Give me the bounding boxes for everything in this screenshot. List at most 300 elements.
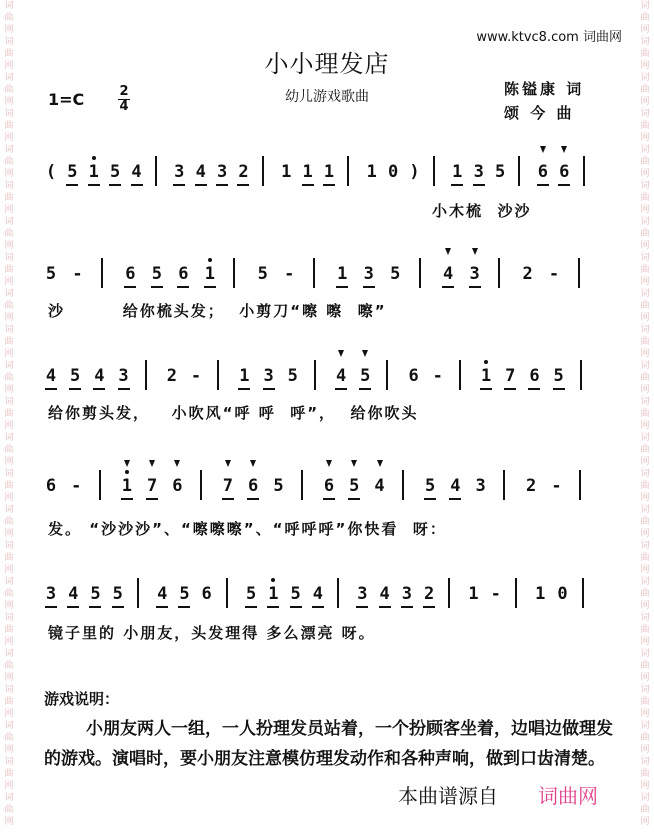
watermark-char: 词 xyxy=(4,145,14,155)
watermark-char: 曲 xyxy=(640,373,650,383)
watermark-char: 词 xyxy=(640,649,650,659)
watermark-char: 网 xyxy=(640,277,650,287)
watermark-char: 词 xyxy=(640,1,650,11)
watermark-char: 网 xyxy=(640,169,650,179)
watermark-char: 曲 xyxy=(4,409,14,419)
watermark-char: 网 xyxy=(640,709,650,719)
accent-mark xyxy=(540,146,546,153)
notation-symbol: 4 xyxy=(68,584,79,604)
notation-symbol: 0 xyxy=(388,162,399,182)
notation-line-4 xyxy=(0,470,654,510)
watermark-char: 曲 xyxy=(640,13,650,23)
meter-bottom: 4 xyxy=(119,99,129,114)
watermark-char: 网 xyxy=(4,601,14,611)
notation-symbol: 1 xyxy=(452,162,463,182)
watermark-char: 词 xyxy=(4,397,14,407)
game-heading: 游戏说明： xyxy=(44,690,120,708)
barline xyxy=(262,156,264,186)
notation-symbol: 3 xyxy=(401,584,412,604)
notation-symbol: 3 xyxy=(357,584,368,604)
notation-line-3 xyxy=(0,360,654,400)
watermark-char: 曲 xyxy=(4,769,14,779)
watermark-char: 曲 xyxy=(4,805,14,815)
notation-symbol: 4 xyxy=(45,366,57,386)
notation-line-2 xyxy=(0,258,654,298)
lyric-line-4: 发。 “沙沙沙”、“嚓嚓嚓”、“呼呼呼”你快看 呀： xyxy=(48,520,447,538)
watermark-char: 曲 xyxy=(640,85,650,95)
notation-symbol: 6 xyxy=(178,264,189,284)
watermark-char: 网 xyxy=(4,169,14,179)
notation-symbol: 1 xyxy=(468,584,479,604)
notation-symbol: ) xyxy=(409,162,420,182)
notation-symbol: 7 xyxy=(505,366,516,386)
watermark-char: 词 xyxy=(640,469,650,479)
notation-symbol: 5 xyxy=(424,476,436,496)
barline xyxy=(498,258,500,288)
watermark-char: 曲 xyxy=(4,373,14,383)
notation-symbol: 2 xyxy=(166,366,177,386)
notation-symbol: 5 xyxy=(494,162,506,182)
barline xyxy=(518,156,520,186)
watermark-char: 网 xyxy=(640,817,650,827)
watermark-char: 曲 xyxy=(4,553,14,563)
notation-symbol: 3 xyxy=(118,366,129,386)
time-signature xyxy=(118,86,130,113)
notation-symbol: - xyxy=(71,476,82,496)
watermark-char: 网 xyxy=(640,745,650,755)
watermark-char: 网 xyxy=(4,781,14,791)
barline xyxy=(583,156,585,186)
watermark-char: 网 xyxy=(4,61,14,71)
notation-symbol: 4 xyxy=(450,476,461,496)
watermark-char: 曲 xyxy=(4,589,14,599)
watermark-char: 词 xyxy=(640,37,650,47)
watermark-char: 曲 xyxy=(4,481,14,491)
watermark-char: 网 xyxy=(640,97,650,107)
watermark-char: 词 xyxy=(4,541,14,551)
watermark-char: 曲 xyxy=(640,193,650,203)
notation-symbol: 2 xyxy=(522,264,533,284)
accent-mark xyxy=(338,350,344,357)
watermark-char: 网 xyxy=(640,349,650,359)
barline xyxy=(386,360,388,390)
watermark-char: 网 xyxy=(4,385,14,395)
notation-symbol: - xyxy=(284,264,295,284)
watermark-char: 曲 xyxy=(4,661,14,671)
watermark-char: 网 xyxy=(4,421,14,431)
notation-symbol: 5 xyxy=(349,476,360,496)
watermark-char: 曲 xyxy=(640,229,650,239)
watermark-char: 曲 xyxy=(4,121,14,131)
watermark-char: 曲 xyxy=(640,661,650,671)
watermark-char: 网 xyxy=(640,241,650,251)
watermark-char: 词 xyxy=(4,721,14,731)
left-watermark xyxy=(2,0,16,836)
watermark-char: 曲 xyxy=(640,553,650,563)
watermark-char: 词 xyxy=(640,289,650,299)
notation-symbol: - xyxy=(490,584,501,604)
watermark-char: 曲 xyxy=(640,769,650,779)
accent-mark xyxy=(561,146,567,153)
watermark-char: 网 xyxy=(4,745,14,755)
notation-symbol: 5 xyxy=(90,584,101,604)
accent-mark xyxy=(351,460,357,467)
watermark-char: 词 xyxy=(4,109,14,119)
watermark-char: 曲 xyxy=(640,589,650,599)
notation-symbol: 6 xyxy=(172,476,183,496)
notation-symbol: 4 xyxy=(312,584,323,604)
notation-symbol: 5 xyxy=(553,366,564,386)
watermark-char: 曲 xyxy=(4,697,14,707)
barline xyxy=(337,578,339,608)
barline xyxy=(448,578,450,608)
watermark-char: 曲 xyxy=(4,301,14,311)
barline xyxy=(145,360,147,390)
watermark-char: 曲 xyxy=(4,265,14,275)
notation-symbol: - xyxy=(551,476,562,496)
notation-symbol: 7 xyxy=(222,476,234,496)
watermark-char: 词 xyxy=(4,433,14,443)
high-octave-dot xyxy=(208,258,212,262)
watermark-char: 曲 xyxy=(640,733,650,743)
watermark-char: 词 xyxy=(4,649,14,659)
accent-mark xyxy=(377,460,383,467)
barline xyxy=(515,578,517,608)
watermark-char: 词 xyxy=(640,577,650,587)
site-name[interactable]: 词曲网 xyxy=(582,30,622,45)
notation-symbol: 1 xyxy=(121,476,132,496)
high-octave-dot xyxy=(271,578,275,582)
barline xyxy=(419,258,421,288)
watermark-char: 曲 xyxy=(4,193,14,203)
notation-symbol: 3 xyxy=(469,264,480,284)
watermark-char: 网 xyxy=(4,457,14,467)
accent-mark xyxy=(149,460,155,467)
watermark-char: 词 xyxy=(640,73,650,83)
notation-symbol: 6 xyxy=(559,162,570,182)
lyricist-credit: 陈镒康 词 xyxy=(504,80,585,98)
notation-symbol: 4 xyxy=(335,366,347,386)
notation-symbol: 4 xyxy=(379,584,390,604)
accent-mark xyxy=(326,460,332,467)
watermark-char: 网 xyxy=(4,277,14,287)
watermark-char: 词 xyxy=(640,793,650,803)
key-signature: 1=C xyxy=(48,90,85,109)
watermark-char: 词 xyxy=(4,253,14,263)
notation-symbol: 0 xyxy=(557,584,568,604)
notation-symbol: 6 xyxy=(125,264,136,284)
source-label: 本曲谱源自 xyxy=(398,784,498,808)
watermark-char: 网 xyxy=(640,493,650,503)
watermark-char: 词 xyxy=(4,685,14,695)
notation-symbol: 5 xyxy=(246,584,257,604)
watermark-char: 网 xyxy=(640,781,650,791)
notation-symbol: 1 xyxy=(481,366,492,386)
notation-symbol: 4 xyxy=(131,162,142,182)
watermark-char: 词 xyxy=(640,613,650,623)
site-url[interactable]: www.ktvc8.com xyxy=(476,30,579,45)
notation-symbol: 4 xyxy=(195,162,206,182)
barline xyxy=(578,258,580,288)
notation-line-1 xyxy=(0,156,654,196)
barline xyxy=(301,470,303,500)
watermark-char: 网 xyxy=(640,673,650,683)
watermark-char: 词 xyxy=(4,73,14,83)
watermark-char: 曲 xyxy=(4,85,14,95)
watermark-char: 词 xyxy=(640,541,650,551)
watermark-char: 词 xyxy=(4,325,14,335)
watermark-char: 网 xyxy=(4,313,14,323)
notation-symbol: 3 xyxy=(263,366,274,386)
notation-symbol: - xyxy=(432,366,443,386)
song-subtitle: 幼儿游戏歌曲 xyxy=(285,89,369,105)
high-octave-dot xyxy=(484,360,488,364)
notation-symbol: 2 xyxy=(238,162,249,182)
accent-mark xyxy=(225,460,231,467)
watermark-char: 网 xyxy=(4,493,14,503)
watermark-char: 网 xyxy=(640,61,650,71)
watermark-char: 词 xyxy=(640,361,650,371)
watermark-char: 词 xyxy=(4,613,14,623)
watermark-char: 曲 xyxy=(640,265,650,275)
watermark-char: 词 xyxy=(640,217,650,227)
notation-symbol: 6 xyxy=(408,366,419,386)
notation-symbol: 1 xyxy=(281,162,292,182)
barline xyxy=(459,360,461,390)
watermark-char: 词 xyxy=(640,181,650,191)
watermark-char: 网 xyxy=(640,457,650,467)
notation-symbol: 2 xyxy=(423,584,435,604)
watermark-char: 曲 xyxy=(640,517,650,527)
watermark-char: 词 xyxy=(4,37,14,47)
watermark-char: 网 xyxy=(640,385,650,395)
lyric-line-2: 沙 给你梳头发； 小剪刀“嚓 嚓 嚓” xyxy=(48,302,387,320)
notation-symbol: 3 xyxy=(473,162,484,182)
watermark-char: 词 xyxy=(4,793,14,803)
watermark-char: 网 xyxy=(640,637,650,647)
watermark-char: 网 xyxy=(640,133,650,143)
watermark-char: 词 xyxy=(640,433,650,443)
accent-mark xyxy=(174,460,180,467)
watermark-char: 网 xyxy=(4,673,14,683)
barline xyxy=(101,258,103,288)
watermark-char: 词 xyxy=(640,685,650,695)
song-title: 小小理发店 xyxy=(264,50,390,78)
watermark-char: 词 xyxy=(4,757,14,767)
notation-symbol: 5 xyxy=(112,584,123,604)
watermark-char: 曲 xyxy=(4,157,14,167)
notation-symbol: 5 xyxy=(45,264,57,284)
watermark-char: 网 xyxy=(4,565,14,575)
watermark-char: 网 xyxy=(4,241,14,251)
watermark-char: 曲 xyxy=(4,733,14,743)
meter-top: 2 xyxy=(119,84,129,99)
barline xyxy=(402,470,404,500)
notation-symbol: 1 xyxy=(239,366,250,386)
accent-mark xyxy=(124,460,130,467)
watermark-char: 网 xyxy=(640,25,650,35)
watermark-char: 词 xyxy=(4,181,14,191)
barline xyxy=(217,360,219,390)
notation-symbol: 1 xyxy=(268,584,279,604)
notation-symbol: 5 xyxy=(179,584,190,604)
notation-symbol: 5 xyxy=(151,264,163,284)
barline xyxy=(313,258,315,288)
notation-symbol: 6 xyxy=(45,476,57,496)
notation-symbol: ( xyxy=(45,162,57,182)
watermark-char: 词 xyxy=(4,289,14,299)
notation-symbol: 6 xyxy=(529,366,540,386)
notation-symbol: 5 xyxy=(67,162,78,182)
game-description: 小朋友两人一组，一人扮理发员站着，一个扮顾客坐着，边唱边做理发的游戏。演唱时，要小朋友注意模仿理发动作和各种声响，做到口齿清楚。 xyxy=(44,719,613,769)
watermark-char: 曲 xyxy=(640,805,650,815)
watermark-char: 曲 xyxy=(4,445,14,455)
barline xyxy=(233,258,235,288)
lyric-line-1: 小木梳 沙沙 xyxy=(432,202,532,220)
watermark-char: 词 xyxy=(4,469,14,479)
notation-symbol: 1 xyxy=(302,162,313,182)
notation-symbol: 1 xyxy=(337,264,348,284)
site-header[interactable] xyxy=(476,26,622,45)
notation-symbol: 5 xyxy=(290,584,301,604)
watermark-char: 网 xyxy=(4,709,14,719)
watermark-char: 曲 xyxy=(640,481,650,491)
watermark-char: 网 xyxy=(4,97,14,107)
notation-symbol: - xyxy=(190,366,202,386)
watermark-char: 词 xyxy=(4,217,14,227)
watermark-char: 曲 xyxy=(4,229,14,239)
notation-symbol: 5 xyxy=(287,366,298,386)
notation-symbol: 1 xyxy=(204,264,215,284)
watermark-char: 曲 xyxy=(640,445,650,455)
barline xyxy=(200,470,202,500)
watermark-char: 曲 xyxy=(640,49,650,59)
notation-symbol: 3 xyxy=(475,476,486,496)
watermark-char: 曲 xyxy=(4,13,14,23)
notation-symbol: - xyxy=(548,264,560,284)
notation-symbol: 5 xyxy=(360,366,371,386)
notation-symbol: 4 xyxy=(374,476,385,496)
watermark-char: 网 xyxy=(4,205,14,215)
watermark-char: 曲 xyxy=(640,625,650,635)
watermark-char: 曲 xyxy=(4,517,14,527)
watermark-char: 词 xyxy=(640,253,650,263)
watermark-char: 曲 xyxy=(4,337,14,347)
watermark-char: 词 xyxy=(640,109,650,119)
watermark-char: 网 xyxy=(640,529,650,539)
watermark-char: 词 xyxy=(4,361,14,371)
barline xyxy=(582,578,584,608)
watermark-char: 曲 xyxy=(640,337,650,347)
barline xyxy=(580,360,582,390)
watermark-char: 曲 xyxy=(640,121,650,131)
watermark-char: 词 xyxy=(640,721,650,731)
watermark-char: 曲 xyxy=(640,697,650,707)
watermark-char: 网 xyxy=(640,313,650,323)
notation-symbol: 3 xyxy=(45,584,57,604)
notation-symbol: 6 xyxy=(248,476,259,496)
high-octave-dot xyxy=(92,156,96,160)
barline xyxy=(503,470,505,500)
notation-symbol: 1 xyxy=(88,162,99,182)
barline xyxy=(99,470,101,500)
watermark-char: 曲 xyxy=(4,49,14,59)
notation-symbol: 1 xyxy=(323,162,335,182)
accent-mark xyxy=(472,248,478,255)
watermark-char: 网 xyxy=(4,637,14,647)
watermark-char: 网 xyxy=(4,529,14,539)
barline xyxy=(314,360,316,390)
barline xyxy=(579,470,581,500)
watermark-char: 曲 xyxy=(640,301,650,311)
barline xyxy=(433,156,435,186)
barline xyxy=(347,156,349,186)
notation-symbol: 7 xyxy=(146,476,158,496)
notation-symbol: 6 xyxy=(201,584,212,604)
notation-symbol: 3 xyxy=(216,162,228,182)
notation-symbol: 5 xyxy=(257,264,268,284)
accent-mark xyxy=(445,248,451,255)
watermark-char: 网 xyxy=(640,421,650,431)
notation-symbol: 5 xyxy=(390,264,401,284)
notation-symbol: 5 xyxy=(110,162,121,182)
notation-symbol: 1 xyxy=(535,584,546,604)
watermark-char: 网 xyxy=(4,349,14,359)
source-brand-link[interactable]: 词曲网 xyxy=(538,784,598,808)
barline xyxy=(226,578,228,608)
high-octave-dot xyxy=(125,470,129,474)
watermark-char: 曲 xyxy=(4,625,14,635)
notation-symbol: 4 xyxy=(443,264,454,284)
notation-symbol: 4 xyxy=(94,366,105,386)
watermark-char: 词 xyxy=(640,397,650,407)
barline xyxy=(155,156,157,186)
notation-symbol: 5 xyxy=(273,476,284,496)
watermark-char: 网 xyxy=(640,601,650,611)
lyric-line-5: 镜子里的 小朋友，头发理得 多么漂亮 呀。 xyxy=(48,624,376,642)
notation-symbol: 3 xyxy=(174,162,185,182)
notation-symbol: 4 xyxy=(157,584,168,604)
watermark-char: 网 xyxy=(4,25,14,35)
watermark-char: 网 xyxy=(640,565,650,575)
watermark-char: 词 xyxy=(640,757,650,767)
notation-symbol: 1 xyxy=(366,162,377,182)
notation-line-5 xyxy=(0,578,654,618)
watermark-char: 网 xyxy=(640,205,650,215)
notation-symbol: - xyxy=(72,264,83,284)
watermark-char: 词 xyxy=(4,505,14,515)
barline xyxy=(137,578,139,608)
watermark-char: 词 xyxy=(640,325,650,335)
watermark-char: 词 xyxy=(4,1,14,11)
accent-mark xyxy=(362,350,368,357)
watermark-char: 曲 xyxy=(640,409,650,419)
right-watermark xyxy=(638,0,652,836)
notation-symbol: 3 xyxy=(363,264,374,284)
watermark-char: 曲 xyxy=(640,157,650,167)
accent-mark xyxy=(250,460,256,467)
watermark-char: 词 xyxy=(640,505,650,515)
lyric-line-3: 给你剪头发， 小吹风“呼 呼 呼”， 给你吹头 xyxy=(48,404,419,422)
watermark-char: 网 xyxy=(4,817,14,827)
notation-symbol: 6 xyxy=(323,476,335,496)
notation-symbol: 2 xyxy=(526,476,537,496)
notation-symbol: 5 xyxy=(70,366,81,386)
watermark-char: 网 xyxy=(4,133,14,143)
notation-symbol: 6 xyxy=(537,162,548,182)
watermark-char: 词 xyxy=(4,577,14,587)
composer-credit: 颂 今 曲 xyxy=(504,104,575,122)
